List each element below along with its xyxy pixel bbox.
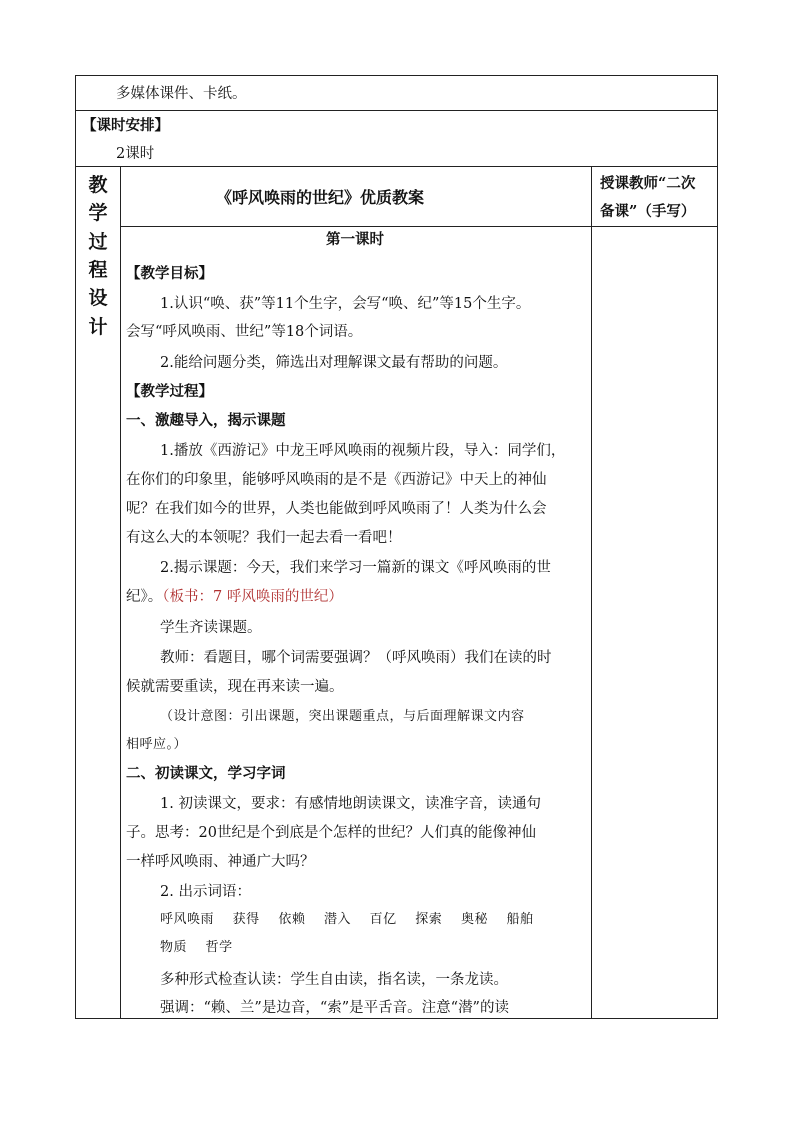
side-label-char: 教: [88, 174, 108, 196]
vocab-word: 百亿: [369, 912, 397, 927]
teacher-column-heading-line2: 备课”（手写）: [600, 203, 696, 220]
s1-para1-line3: 呢？在我们如今的世界，人类也能做到呼风唤雨了！人类为什么会: [126, 501, 547, 517]
s1-para3: 学生齐读课题。: [160, 620, 262, 636]
lesson-plan-table: [75, 75, 718, 1019]
goal-1-line1: 1.认识“唤、获”等11个生字，会写“唤、纪”等15个生字。: [160, 296, 531, 312]
vocab-word: 依赖: [278, 912, 306, 927]
vocab-word: 呼风唤雨: [160, 912, 215, 927]
s2-para3: 多种形式检查认读：学生自由读，指名读，一条龙读。: [160, 972, 508, 988]
goal-2: 2.能给问题分类，筛选出对理解课文最有帮助的问题。: [160, 355, 508, 371]
vocab-row-1: [160, 910, 548, 930]
s1-para2-line2: [126, 587, 343, 607]
s1-para4-line2: 候就需要重读，现在再来读一遍。: [126, 679, 344, 695]
rule-schedule: [76, 166, 717, 167]
schedule-value: 2课时: [116, 146, 155, 162]
vocab-row-2: [160, 938, 247, 958]
section2-heading: 二、初读课文，学习字词: [126, 765, 286, 782]
rule-header: [120, 226, 717, 227]
vocab-word: 潜入: [323, 912, 351, 927]
vocab-word: 探索: [415, 912, 443, 927]
vocab-word: 奥秘: [460, 912, 488, 927]
vocab-word: 船舶: [506, 912, 534, 927]
design-note-line1: （设计意图：引出课题，突出课题重点，与后面理解课文内容: [160, 709, 525, 724]
rule-teacher-column: [591, 166, 592, 1018]
teacher-column-heading-line1: 授课教师“二次: [600, 175, 696, 192]
rule-materials: [76, 110, 717, 111]
design-note-line2: 相呼应。）: [126, 737, 188, 752]
vocab-word: 获得: [232, 912, 260, 927]
side-label-char: 学: [88, 202, 108, 224]
side-label-char: 计: [88, 316, 108, 338]
s1-para1-line1: 1.播放《西游记》中龙王呼风唤雨的视频片段，导入：同学们，: [160, 443, 566, 459]
s1-para4-line1: 教师：看题目，哪个词需要强调？（呼风唤雨）我们在读的时: [160, 650, 552, 666]
s1-para2-line1: 2.揭示课题：今天，我们来学习一篇新的课文《呼风唤雨的世: [160, 560, 551, 576]
goal-heading: 【教学目标】: [126, 265, 213, 282]
side-label-char: 程: [88, 259, 108, 281]
side-label-char: 过: [88, 231, 108, 253]
rule-side-column: [120, 166, 121, 1018]
lesson-period: 第一课时: [326, 231, 384, 248]
s2-para1-line2: 子。思考：20世纪是个到底是个怎样的世纪？人们真的能像神仙: [126, 825, 536, 841]
s2-para4: 强调：“赖、兰”是边音，“索”是平舌音。注意“潜”的读: [160, 1000, 509, 1016]
schedule-heading: 【课时安排】: [82, 117, 169, 134]
s1-para2-title-end: 纪》。: [126, 589, 163, 605]
side-label-char: 设: [88, 287, 108, 309]
materials-text: 多媒体课件、卡纸。: [116, 86, 247, 102]
s2-para2: 2. 出示词语：: [160, 884, 251, 900]
s1-para1-line4: 有这么大的本领呢？我们一起去看一看吧！: [126, 530, 402, 546]
s2-para1-line1: 1. 初读课文，要求：有感情地朗读课文，读准字音，读通句: [160, 796, 541, 812]
section1-heading: 一、激趣导入，揭示课题: [126, 412, 286, 429]
vocab-word: 物质: [160, 940, 188, 955]
s2-para1-line3: 一样呼风唤雨、神通广大吗？: [126, 854, 315, 870]
plan-title: 《呼风唤雨的世纪》优质教案: [216, 188, 425, 207]
s1-para1-line2: 在你们的印象里，能够呼风唤雨的是不是《西游记》中天上的神仙: [126, 472, 547, 488]
process-heading: 【教学过程】: [126, 383, 213, 400]
board-note: （板书：7 呼风唤雨的世纪）: [162, 589, 343, 605]
vocab-word: 哲学: [205, 940, 233, 955]
goal-1-line2: 会写“呼风唤雨、世纪”等18个词语。: [126, 324, 363, 340]
